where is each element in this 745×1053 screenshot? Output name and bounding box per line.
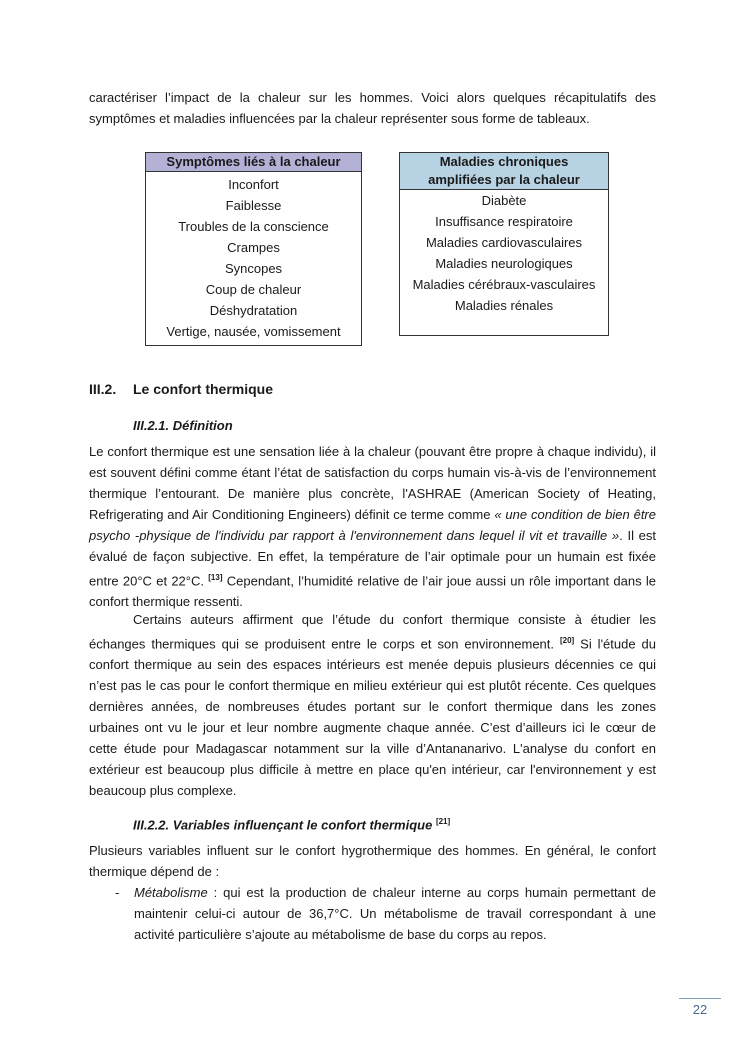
page-number: 22 (692, 1002, 708, 1017)
disease-item: Maladies cérébraux-vasculaires (412, 277, 596, 292)
metabolism-description: : qui est la production de chaleur interne au corps humain permettant de maintenir celui-ci autour de 36,7°C. Un métabolisme de travail correspondant à une activité particulière s’ajoute au métabolisme de base du corps au repos. (134, 885, 656, 942)
subsection-heading-variables (133, 817, 450, 832)
symptom-item: Inconfort (228, 177, 279, 192)
metabolism-text (134, 882, 656, 945)
diseases-table-header (400, 153, 608, 190)
disease-item: Diabète (481, 193, 527, 208)
list-item-metabolism (89, 882, 656, 945)
symptoms-table-header: Symptômes liés à la chaleur (146, 153, 361, 172)
p2-text-b: Si l'étude du confort thermique au sein des espaces intérieurs est menée depuis plusieurs décennies ce qui n’est pas le cas pour le confort thermique en milieu extérieur qui est plutôt récente. Ces quelques dernières années, de nombreuses études portant sur le confort thermique dans les zones urbaines ont vu le jour et leur nombre augmente chaque année. C’est d’ailleurs ici le cœur de cette étude pour Madagascar notamment sur la ville d’Antananarivo. L'analyse du confort en extérieur est beaucoup plus difficile à mettre en place qu'en intérieur, car l'environnement y est beaucoup plus complexe. (89, 636, 656, 799)
symptom-item: Syncopes (224, 261, 283, 276)
disease-item: Insuffisance respiratoire (435, 214, 573, 229)
diseases-header-line1: Maladies chroniques (439, 154, 569, 169)
p2-text-a: Certains auteurs affirment que l’étude du confort thermique consiste à étudier les échanges thermiques qui se produisent entre le corps et son environnement. (89, 612, 656, 652)
p1-text-c: Cependant, l’humidité relative de l’air joue aussi un rôle important dans le confort thermique ressenti. (89, 573, 656, 610)
symptoms-table (145, 152, 362, 346)
disease-item: Maladies rénales (454, 298, 554, 313)
footer-rule (679, 998, 721, 999)
reference-21: [21] (435, 817, 451, 826)
symptom-item: Faiblesse (225, 198, 282, 213)
ashrae-quote: « une condition de bien être psycho -physique de l'individu par rapport à l'environnement dans lequel il vit et travaille » (89, 507, 656, 543)
metabolism-term: Métabolisme (134, 885, 208, 900)
section-heading (89, 381, 273, 397)
symptom-item: Troubles de la conscience (178, 219, 329, 234)
intro-paragraph: caractériser l’impact de la chaleur sur les hommes. Voici alors quelques récapitulatifs des symptômes et maladies influencées par la chaleur représenter sous forme de tableaux. (89, 90, 656, 126)
authors-paragraph (89, 609, 656, 801)
section-number: III.2. (89, 381, 117, 397)
symptom-item: Coup de chaleur (205, 282, 302, 297)
bullet-dash: - (115, 885, 120, 900)
section-title: Le confort thermique (133, 381, 274, 397)
variables-paragraph: Plusieurs variables influent sur le confort hygrothermique des hommes. En général, le confort thermique dépend de : (89, 843, 656, 879)
diseases-header-line2: amplifiées par la chaleur (428, 172, 580, 187)
symptom-item: Déshydratation (209, 303, 298, 318)
p1-text-a: Le confort thermique est une sensation liée à la chaleur (pouvant être propre à chaque individu), il est souvent défini comme étant l’état de satisfaction du corps humain vis-à-vis de l’environnement thermique l’entourant. De manière plus concrète, l'ASHRAE (American Society of Heating, Refrigerating and Air Conditioning Engineers) définit ce terme comme (89, 444, 656, 522)
disease-item: Maladies cardiovasculaires (425, 235, 583, 250)
p1-text-b: . Il est évalué de façon subjective. En effet, la température de l’air optimale pour un humain est fixée entre 20°C et 22°C. (89, 528, 656, 589)
reference-20: [20] (559, 636, 575, 645)
diseases-table (399, 152, 609, 336)
definition-paragraph (89, 441, 656, 612)
disease-item: Maladies neurologiques (435, 256, 573, 271)
symptom-item: Vertige, nausée, vomissement (166, 324, 341, 339)
variables-title: III.2.2. Variables influençant le confort thermique (133, 817, 433, 833)
symptom-item: Crampes (227, 240, 280, 255)
reference-13: [13] (208, 573, 223, 582)
subsection-heading-definition: III.2.1. Définition (133, 418, 233, 433)
